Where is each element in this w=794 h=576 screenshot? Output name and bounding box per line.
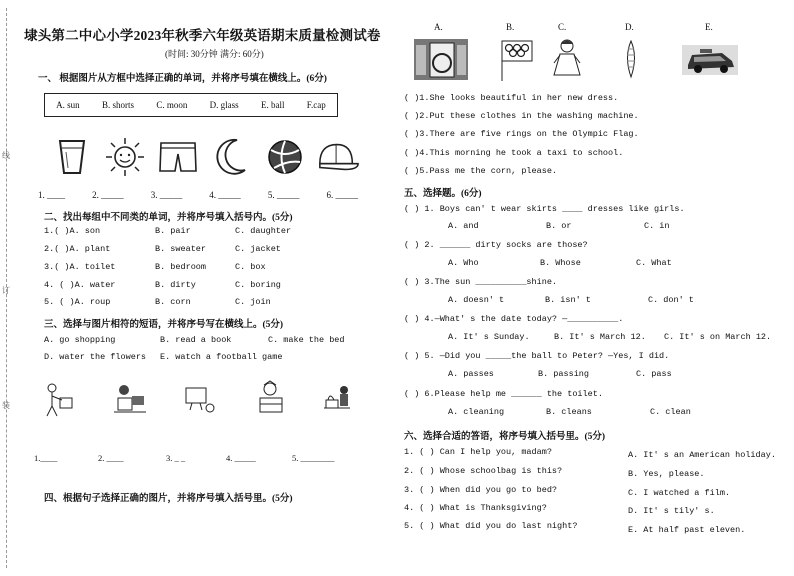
ball-icon xyxy=(263,137,307,177)
answer-blank[interactable]: 1. ____ xyxy=(38,190,65,200)
picture-sentence: ( )1.She looks beautiful in her new dress. xyxy=(404,93,619,103)
dialogue-question: 3. ( ) When did you go to bed? xyxy=(404,485,558,495)
watering-scene-icon xyxy=(320,380,360,418)
odd-one-out-row: 1.( )A. son xyxy=(44,226,101,236)
dialogue-answer: B. Yes, please. xyxy=(628,469,705,479)
margin-mark: 线 xyxy=(2,151,10,160)
mc-option: B. cleans xyxy=(546,407,592,417)
answer-blank[interactable]: 1.____ xyxy=(34,453,58,463)
word-bank-box xyxy=(44,93,338,117)
option-c: C. daughter xyxy=(235,226,292,236)
mc-option: B. or xyxy=(546,221,572,231)
answer-blank[interactable]: 6. _____ xyxy=(326,190,358,200)
mc-option: C. in xyxy=(644,221,670,231)
option-b: B. pair xyxy=(155,226,191,236)
margin-mark: 订 xyxy=(2,286,10,295)
girl-in-dress-icon xyxy=(550,37,584,82)
odd-one-out-row: 3.( )A. toilet xyxy=(44,262,116,272)
answer-blank[interactable]: 3. _ _ xyxy=(166,453,186,463)
dialogue-question: 1. ( ) Can I help you, madam? xyxy=(404,447,552,457)
phrase-option: A. go shopping xyxy=(44,335,116,345)
odd-one-out-row: 5. ( )A. roup xyxy=(44,297,111,307)
picture-sentence: ( )5.Pass me the corn, please. xyxy=(404,166,558,176)
make-bed-scene-icon xyxy=(250,380,290,418)
dialogue-question: 5. ( ) What did you do last night? xyxy=(404,521,578,531)
phrase-option: E. watch a football game xyxy=(160,352,283,362)
mc-question: ( ) 6.Please help me ______ the toilet. xyxy=(404,389,603,399)
washing-machine-icon xyxy=(412,37,470,82)
mc-option: A. cleaning xyxy=(448,407,505,417)
activity-pictures xyxy=(40,380,360,420)
mc-option: B. It' s March 12. xyxy=(554,332,646,342)
answer-blank[interactable]: 2. ____ xyxy=(98,453,124,463)
moon-icon xyxy=(210,137,254,177)
mc-option: B. Whose xyxy=(540,258,581,268)
corn-icon xyxy=(614,37,648,82)
picture-sentence: ( )4.This morning he took a taxi to school. xyxy=(404,148,624,158)
word-option: F.cap xyxy=(306,100,326,110)
answer-blank[interactable]: 3. _____ xyxy=(150,190,183,200)
mc-option: C. It' s on March 12. xyxy=(664,332,772,342)
picture-sentence: ( )3.There are five rings on the Olympic Flag. xyxy=(404,129,639,139)
mc-option: A. and xyxy=(448,221,479,231)
margin-mark: 装 xyxy=(2,401,10,410)
section-6-heading: 六、选择合适的答语，将序号填入括号里。(5分) xyxy=(404,432,606,442)
mc-option: C. What xyxy=(636,258,672,268)
option-c: C. box xyxy=(235,262,266,272)
picture-sentence: ( )2.Put these clothes in the washing machine. xyxy=(404,111,639,121)
mc-question: ( ) 4.—What' s the date today? —__________. xyxy=(404,314,624,324)
image-label: C. xyxy=(558,22,567,32)
section-5-heading: 五、选择题。(6分) xyxy=(404,189,482,199)
mc-option: B. isn' t xyxy=(545,295,591,305)
mc-option: A. Who xyxy=(448,258,479,268)
mc-option: B. passing xyxy=(538,369,590,379)
dialogue-question: 2. ( ) Whose schoolbag is this? xyxy=(404,466,563,476)
mc-question: ( ) 2. ______ dirty socks are those? xyxy=(404,240,588,250)
image-label: B. xyxy=(506,22,515,32)
option-c: C. jacket xyxy=(235,244,281,254)
mc-question: ( ) 1. Boys can' t wear skirts ____ dresses like girls. xyxy=(404,204,685,214)
dialogue-answer: A. It' s an American holiday. xyxy=(628,450,776,460)
phrase-option: D. water the flowers xyxy=(44,352,147,362)
word-option: C. moon xyxy=(156,100,188,110)
image-label: E. xyxy=(705,22,713,32)
option-b: B. dirty xyxy=(155,280,196,290)
section-4-heading: 四、根据句子选择正确的图片，并将序号填入括号里。(5分) xyxy=(44,494,293,504)
cap-icon xyxy=(316,137,360,177)
glass-icon xyxy=(50,137,94,177)
word-option: B. shorts xyxy=(101,100,134,110)
answer-blank[interactable]: 4. _____ xyxy=(226,453,256,463)
answer-blank[interactable]: 4. _____ xyxy=(209,190,241,200)
mc-option: C. don' t xyxy=(648,295,694,305)
page-title: 埭头第二中心小学2023年秋季六年级英语期末质量检测试卷 xyxy=(24,28,381,43)
option-b: B. corn xyxy=(155,297,191,307)
taxi-car-icon xyxy=(682,37,738,82)
answer-blank[interactable]: 2. _____ xyxy=(92,190,124,200)
dialogue-answer: E. At half past eleven. xyxy=(628,525,746,535)
olympic-flag-icon xyxy=(500,37,534,82)
phrase-option: C. make the bed xyxy=(268,335,345,345)
mc-option: A. doesn' t xyxy=(448,295,505,305)
phrase-option: B. read a book xyxy=(160,335,232,345)
option-c: C. boring xyxy=(235,280,281,290)
dialogue-question: 4. ( ) What is Thanksgiving? xyxy=(404,503,547,513)
mc-option: A. passes xyxy=(448,369,494,379)
shorts-icon xyxy=(156,137,200,177)
shopping-scene-icon xyxy=(40,380,80,418)
mc-question: ( ) 5. —Did you _____the ball to Peter? —Yes, I did. xyxy=(404,351,670,361)
mc-question: ( ) 3.The sun __________shine. xyxy=(404,277,558,287)
option-b: B. bedroom xyxy=(155,262,207,272)
dialogue-answer: C. I watched a film. xyxy=(628,488,731,498)
word-option: D. glass xyxy=(209,100,239,110)
word-option: E. ball xyxy=(260,100,285,110)
option-b: B. sweater xyxy=(155,244,207,254)
answer-blanks-row xyxy=(38,190,358,200)
section-3-heading: 三、选择与图片相符的短语，并将序号写在横线上。(5分) xyxy=(44,320,284,330)
section-1-heading: 一、 根据图片从方框中选择正确的单词，并将序号填在横线上。(6分) xyxy=(38,74,327,84)
word-option: A. sun xyxy=(56,100,80,110)
picture-row xyxy=(50,137,360,177)
mc-option: A. It' s Sunday. xyxy=(448,332,530,342)
dialogue-answer: D. It' s tily' s. xyxy=(628,506,715,516)
answer-blank[interactable]: 5. _____ xyxy=(267,190,300,200)
sun-icon xyxy=(103,137,147,177)
football-tv-scene-icon xyxy=(180,380,220,418)
section-2-heading: 二、找出每组中不同类的单词，并将序号填入括号内。(5分) xyxy=(44,213,293,223)
mc-option: C. pass xyxy=(636,369,672,379)
option-c: C. join xyxy=(235,297,271,307)
odd-one-out-row: 4. ( )A. water xyxy=(44,280,116,290)
exam-info: (时间: 30分钟 满分: 60分) xyxy=(165,49,264,59)
odd-one-out-row: 2.( )A. plant xyxy=(44,244,111,254)
image-label: D. xyxy=(625,22,634,32)
reading-scene-icon xyxy=(110,380,150,418)
answer-blank[interactable]: 5. ________ xyxy=(292,453,335,463)
image-label: A. xyxy=(434,22,443,32)
mc-option: C. clean xyxy=(650,407,691,417)
